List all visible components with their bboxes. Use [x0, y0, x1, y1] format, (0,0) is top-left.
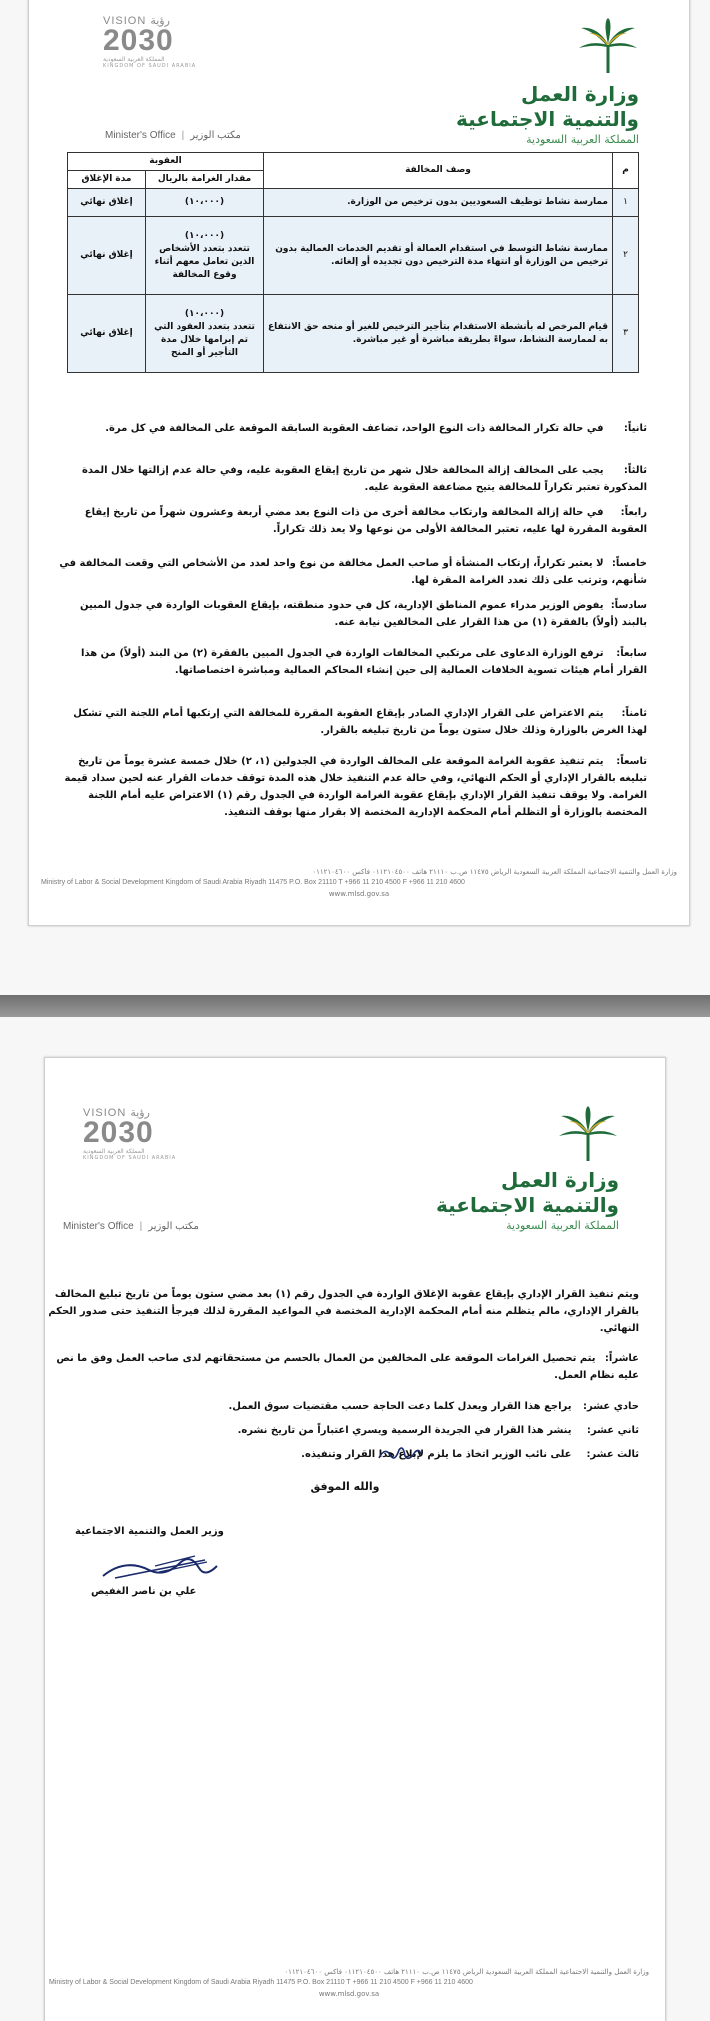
palm-tree-icon: [577, 18, 639, 78]
page-divider: [0, 995, 710, 1017]
signature-image: [95, 1548, 225, 1588]
violations-table: [67, 152, 639, 373]
clause-paragraph: حادي عشر: يراجع هذا القرار ويعدل كلما دعت الحاجة حسب مقتضيات سوق العمل.: [228, 1401, 639, 1412]
document-page-1: [28, 0, 690, 926]
ministry-name: وزارة العمل والتنمية الاجتماعية المملكة العربية السعودية: [436, 1168, 619, 1232]
palm-tree-icon: [557, 1106, 619, 1166]
clause-paragraph: ثالث عشر: على نائب الوزير اتخاذ ما يلزم لإبلاغ هذا القرار وتنفيذه.: [301, 1449, 639, 1460]
office-label: Minister's Office | مكتب الوزير: [105, 130, 241, 141]
table-row: ٢ ممارسة نشاط التوسط في استقدام العمالة أو تقديم الخدمات العمالية بدون ترخيص من الوزارة أو انتهاء مدة الترخيص دون تجديده أو إلغائه. (١٠،٠٠٠) تتعدد بتعدد الأشخاص الذين تعامل معهم أثناء وقوع المخالفة إغلاق نهائي: [68, 217, 639, 295]
closing-phrase: والله الموفق: [310, 1480, 380, 1493]
handwritten-initials: [375, 1442, 425, 1466]
clause-paragraph: رابعاً: في حالة إزالة المخالفة وارتكاب مخالفة أخرى من ذات النوع بعد مضي أربعة وعشرون شهراً من تاريخ إيقاع العقوبة المقررة لها عليه، تعتبر المخالفة الأولى من نوعها ولا يعد ذلك تكراراً.: [84, 507, 647, 535]
page-footer: وزارة العمل والتنمية الاجتماعية المملكة العربية السعودية الرياض ١١٤٧٥ ص.ب ٢١١١٠ هاتف ٠١١٢١٠٤٥٠٠ فاكس ٠١١٢١٠٤٦٠٠ Ministry of Labor & Social Development Kingdom of Saudi Arabia Riyadh 11475 P.O. Box 21110 T +966 11 210 4500 F +966 11 210 4600 www.mlsd.gov.sa: [41, 868, 677, 898]
document-page-2: [44, 1057, 666, 2021]
page-footer: وزارة العمل والتنمية الاجتماعية المملكة العربية السعودية الرياض ١١٤٧٥ ص.ب ٢١١١٠ هاتف ٠١١٢١٠٤٥٠٠ فاكس ٠١١٢١٠٤٦٠٠ Ministry of Labor & Social Development Kingdom of Saudi Arabia Riyadh 11475 P.O. Box 21110 T +966 11 210 4500 F +966 11 210 4600 www.mlsd.gov.sa: [49, 1968, 649, 1998]
clause-paragraph: خامساً: لا يعتبر تكراراً، إرتكاب المنشأة أو صاحب العمل مخالفة من نوع واحد لعدد من الأشخاص التي وقعت المخالفة في شأنهم، وترتب على ذلك تعدد الغرامة المقرة لها.: [59, 558, 647, 586]
signer-name: علي بن ناصر الغفيص: [91, 1586, 197, 1597]
clause-paragraph: ثامناً: يتم الاعتراض على القرار الإداري الصادر بإيقاع العقوبة المقررة للمخالفة التي إرتكبها أمام اللجنة التي تشكل لهذا الغرض بالوزارة وذلك خلال ستون يوماً من تاريخ تبليغه بالقرار.: [73, 708, 647, 736]
clause-paragraph: ثاني عشر: ينشر هذا القرار في الجريدة الرسمية ويسري اعتباراً من تاريخ نشره.: [237, 1425, 639, 1436]
vision-2030-logo: VISION رؤية 2030 المملكة العربية السعودية KINGDOM OF SAUDI ARABIA: [83, 1107, 177, 1161]
table-row: ١ ممارسة نشاط توظيف السعوديين بدون ترخيص من الوزارة. (١٠،٠٠٠) إغلاق نهائي: [68, 189, 639, 217]
clause-paragraph: ثانياً: في حالة تكرار المخالفة ذات النوع الواحد، تضاعف العقوبة السابقة الموقعة على المخالفة في كل مرة.: [105, 423, 647, 434]
clause-paragraph: تاسعاً: يتم تنفيذ عقوبة الغرامة الموقعة على المخالف الواردة في الجدولين (١، ٢) خلال خمسة عشرة يوماً من تاريخ تبليغه بالقرار الإداري أو الحكم النهائي، وفي حالة عدم التنفيذ خلال هذه المدة توقف خدمات القرار عنه لحين سداد قيمة الغرامة. ولا يوقف تنفيذ القرار الإداري بإيقاع عقوبة الغرامة الواردة في الجدول رقم (١) الاعتراض عليه أمام اللجنة المختصة بالوزارة أو التظلم أمام المحكمة الإدارية المختصة إلا بقرار منها بوقف التنفيذ.: [64, 756, 647, 818]
vision-2030-logo: VISION رؤية 2030 المملكة العربية السعودية KINGDOM OF SAUDI ARABIA: [103, 15, 197, 69]
clause-paragraph: سادساً: يفوض الوزير مدراء عموم المناطق الإدارية، كل في حدود منطقته، بإيقاع العقوبات الواردة في جدول المبين بالبند (أولاً) بالفقرة (١) من هذا القرار على المخالفين نيابة عنه.: [80, 600, 647, 628]
table-header-row: م وصف المخالفة العقوبة: [68, 153, 639, 171]
table-subheader-row: مقدار الغرامة بالريال مدة الإغلاق: [68, 171, 639, 189]
ministry-name: وزارة العمل والتنمية الاجتماعية المملكة العربية السعودية: [456, 82, 639, 146]
office-label: Minister's Office | مكتب الوزير: [63, 1221, 199, 1232]
clause-paragraph: سابعاً: ترفع الوزارة الدعاوى على مرتكبي المخالفات الواردة في الجدول المبين بالفقرة (٢) من البند (أولاً) من هذا القرار أمام هيئات تسوية الخلافات العمالية إلى حين إنشاء المحاكم العمالية ومباشرة اختصاصاتها.: [81, 648, 647, 676]
table-row: ٣ قيام المرخص له بأنشطة الاستقدام بتأجير الترخيص للغير أو منحه حق الانتفاع به لممارسة النشاط، سواءً بطريقة مباشرة أو غير مباشرة. (١٠،٠٠٠) تتعدد بتعدد العقود التي تم إبرامها خلال مدة التأجير أو المنح إغلاق نهائي: [68, 295, 639, 373]
clause-paragraph: ويتم تنفيذ القرار الإداري بإيقاع عقوبة الإغلاق الواردة في الجدول رقم (١) بعد مضي ستون يوماً من تاريخ تبليغ المخالف بالقرار الإداري، مالم يتظلم منه أمام المحكمة الإدارية المختصة في المواعيد المقررة لذلك فيرجأ التنفيذ حتى صدور الحكم النهائي.: [48, 1289, 639, 1334]
clause-paragraph: ثالثاً: يجب على المخالف إزالة المخالفة خلال شهر من تاريخ إيقاع العقوبة عليه، وفي حالة عدم إزالتها خلال المدة المذكورة تعتبر تكراراً للمخالفة يتيح مضاعفة العقوبة عليه.: [82, 465, 647, 493]
signer-title: وزير العمل والتنمية الاجتماعية: [75, 1526, 224, 1537]
clause-paragraph: عاشراً: يتم تحصيل الغرامات الموقعة على المخالفين من العمال بالحسم من مستحقاتهم لدى صاحب العمل وفق ما نص عليه نظام العمل.: [56, 1353, 639, 1381]
